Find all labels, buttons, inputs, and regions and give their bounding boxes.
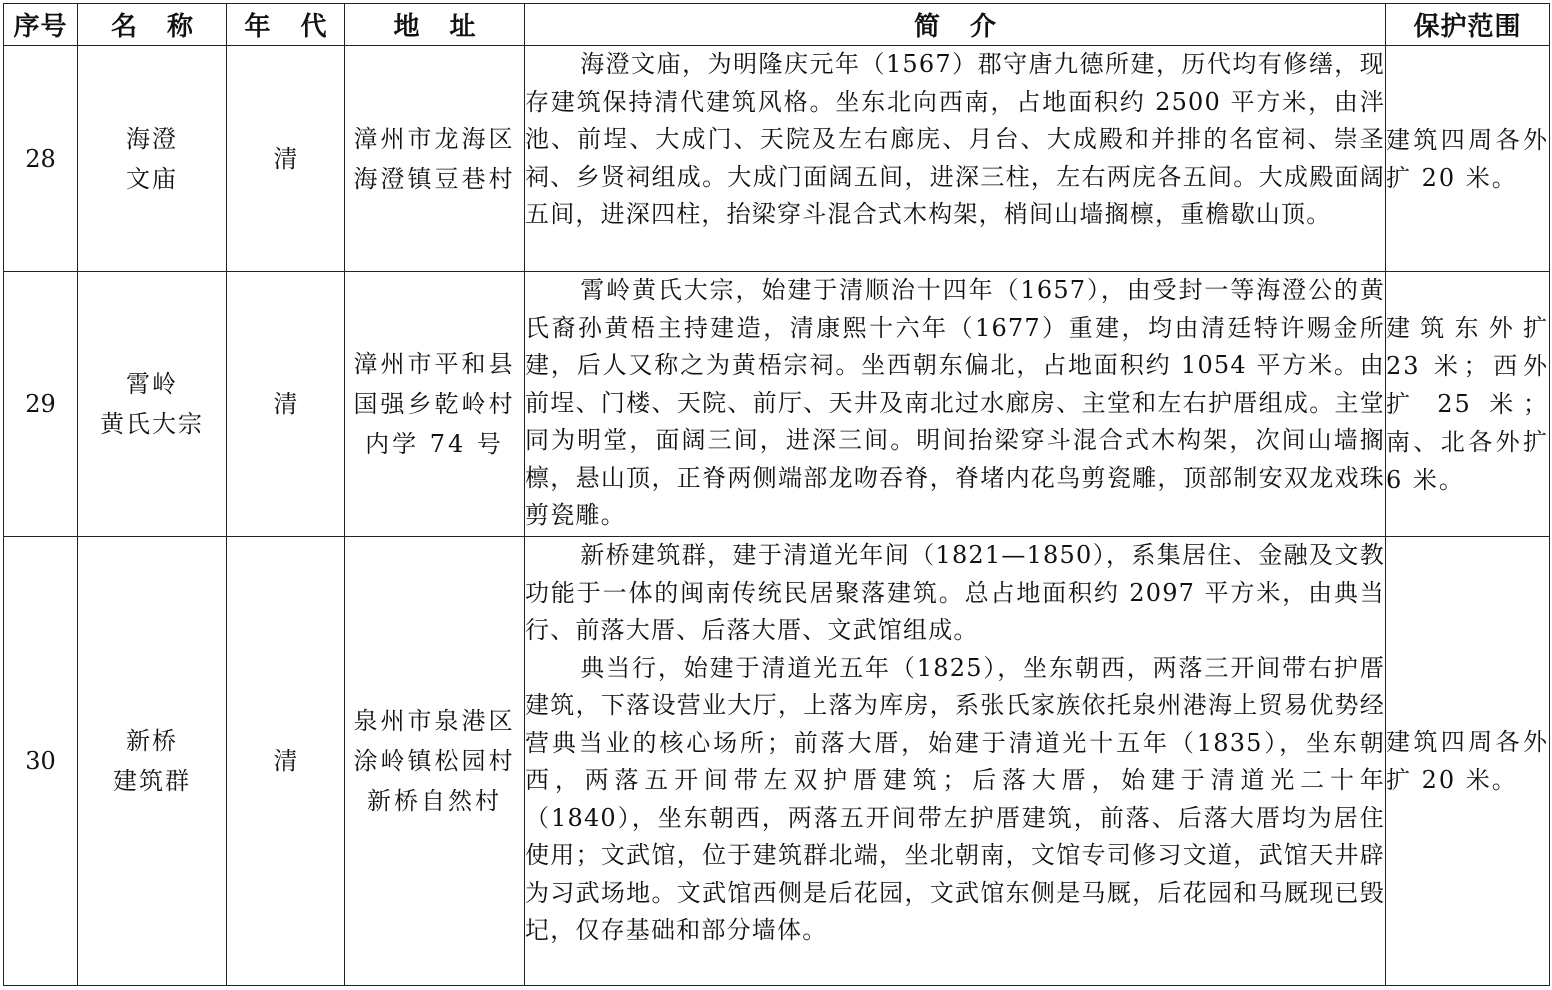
header-index: 序号 [4, 4, 78, 46]
name-line: 文庙 [126, 164, 178, 193]
cell-scope [1386, 272, 1550, 537]
cell-scope [1386, 537, 1550, 986]
cell-address: 泉州市泉港区涂岭镇松园村新桥自然村 [345, 537, 525, 986]
cell-index: 30 [4, 537, 78, 986]
header-scope: 保护范围 [1386, 4, 1550, 46]
cell-intro [525, 537, 1386, 986]
cell-name [78, 537, 227, 986]
header-era-text: 年代 [244, 12, 357, 42]
name-line: 黄氏大宗 [100, 410, 204, 438]
table-row [4, 537, 1550, 986]
header-name-text: 名称 [110, 12, 223, 42]
header-intro [525, 4, 1386, 46]
cell-intro [525, 46, 1386, 272]
cell-index: 29 [4, 272, 78, 537]
cell-address: 漳州市龙海区海澄镇豆巷村 [345, 46, 525, 272]
cell-intro [525, 272, 1386, 537]
scope-text: 建筑东外扩 23 米；西外扩 25 米；南、北各外扩 6 米。 [1386, 314, 1549, 494]
header-address [345, 4, 525, 46]
cell-name [78, 46, 227, 272]
cell-index: 28 [4, 46, 78, 272]
cell-era: 清 [227, 272, 345, 537]
intro-paragraph: 新桥建筑群，建于清道光年间（1821—1850），系集居住、金融及文教功能于一体的闽南传统民居聚落建筑。总占地面积约 2097 平方米，由典当行、前落大厝、后落大厝、文武馆组成。 [525, 541, 1385, 644]
header-era [227, 4, 357, 46]
cell-name [78, 272, 227, 537]
name-line: 海澄 [126, 124, 178, 153]
cell-era: 清 [227, 46, 345, 272]
header-intro-text: 简介 [913, 12, 1026, 42]
table-row [4, 272, 1550, 537]
scope-text: 建筑四周各外扩 20 米。 [1386, 125, 1549, 192]
name-line: 建筑群 [113, 767, 191, 795]
scope-text: 建筑四周各外扩 20 米。 [1386, 728, 1549, 794]
table-row [4, 46, 1550, 272]
intro-paragraph: 典当行，始建于清道光五年（1825），坐东朝西，两落三开间带右护厝建筑，下落设营业大厅，上落为库房，系张氏家族依托泉州港海上贸易优势经营典当业的核心场所；前落大厝，始建于清道光十五年（1835），坐东朝西，两落五开间带左双护厝建筑；后落大厝，始建于清道光二十年（1840），坐东朝西，两落五开间带左护厝建筑，前落、后落大厝均为居住使用；文武馆，位于建筑群北端，坐北朝南，文馆专司修习文道，武馆天井辟为习武场地。文武馆西侧是后花园，文武馆东侧是马厩，后花园和马厩现已毁圮，仅存基础和部分墙体。 [525, 653, 1385, 944]
intro-paragraph: 海澄文庙，为明隆庆元年（1567）郡守唐九德所建，历代均有修缮，现存建筑保持清代建筑风格。坐东北向西南，占地面积约 2500 平方米，由泮池、前埕、大成门、天院及左右廊庑、月台、大成殿和并排的名宦祠、崇圣祠、乡贤祠组成。大成门面阔五间，进深三柱，左右两庑各五间。大成殿面阔五间，进深四柱，抬梁穿斗混合式木构架，梢间山墙搁檩，重檐歇山顶。 [525, 50, 1385, 228]
header-address-text: 地址 [393, 12, 506, 42]
heritage-table [3, 3, 1550, 986]
name-line: 霄岭 [126, 370, 178, 398]
cell-era: 清 [227, 537, 345, 986]
table-header-row [4, 4, 1550, 46]
header-name [78, 4, 227, 46]
cell-address: 漳州市平和县国强乡乾岭村内学 74 号 [345, 272, 525, 537]
intro-paragraph: 霄岭黄氏大宗，始建于清顺治十四年（1657），由受封一等海澄公的黄氏裔孙黄梧主持建造，清康熙十六年（1677）重建，均由清廷特许赐金所建，后人又称之为黄梧宗祠。坐西朝东偏北，占地面积约 1054 平方米。由前埕、门楼、天院、前厅、天井及南北过水廊房、主堂和左右护厝组成。主堂同为明堂，面阔三间，进深三间。明间抬梁穿斗混合式木构架，次间山墙搁檩，悬山顶，正脊两侧端部龙吻吞脊，脊堵内花鸟剪瓷雕，顶部制安双龙戏珠剪瓷雕。 [525, 276, 1385, 529]
name-line: 新桥 [126, 727, 178, 755]
cell-scope [1386, 46, 1550, 272]
